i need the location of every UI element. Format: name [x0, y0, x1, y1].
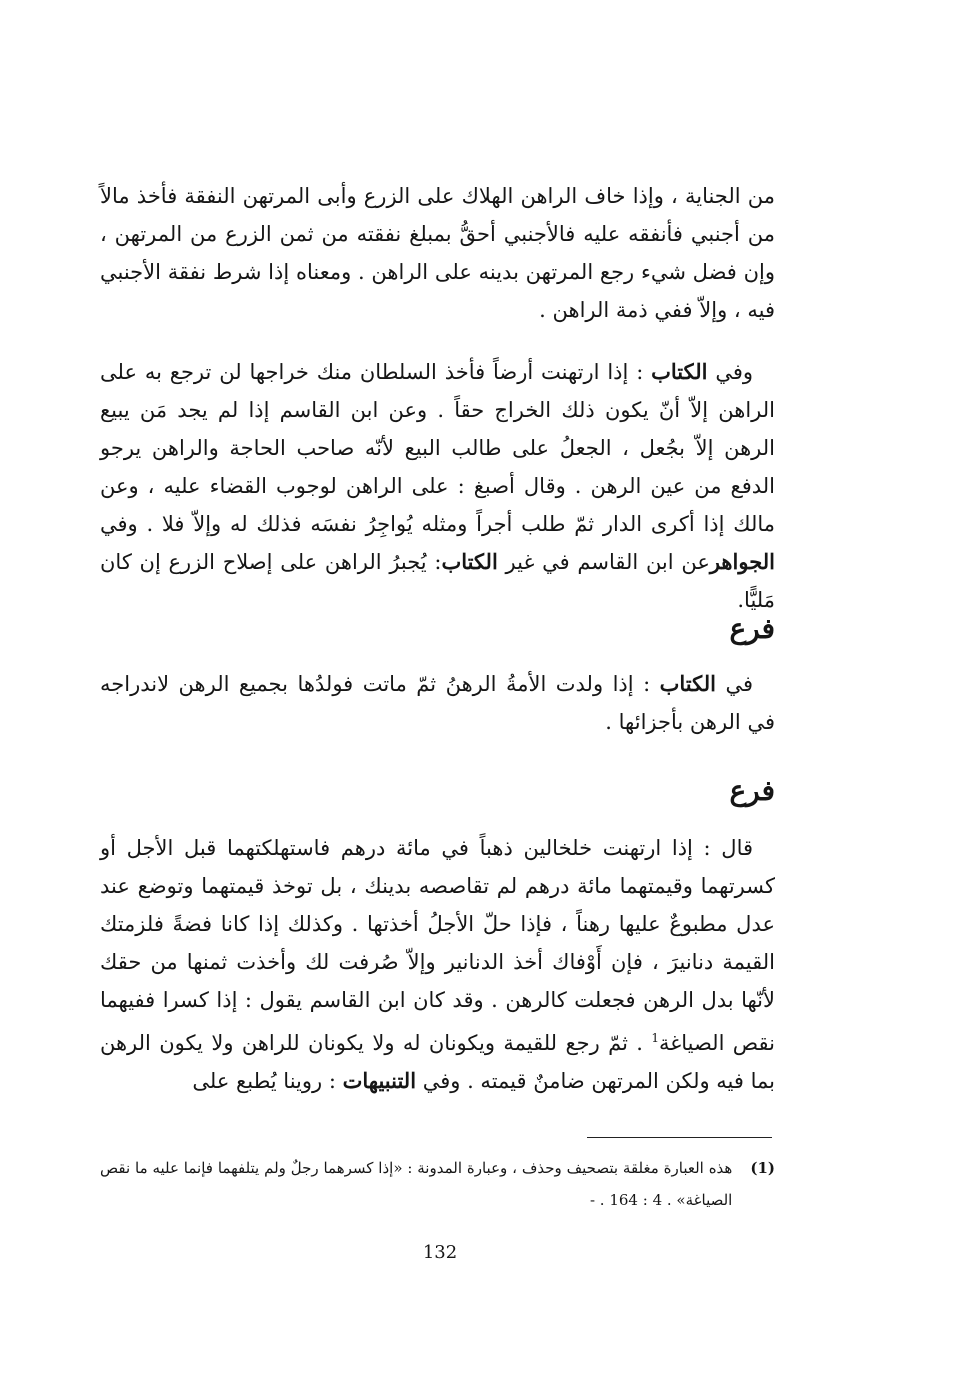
paragraph-1-text: من الجناية ، وإذا خاف الراهن الهلاك على الزرع وأبى المرتهن النفقة فأخذ مالاً من أجنبي فأنفقه عليه فالأجنبي أحقُّ بمبلغ نفقته من ثمن الزرع من المرتهن ، وإن فضل شيء رجع المرتهن بدينه على الراهن . ومعناه إذا شرط نفقة الأجنبي فيه ، وإلاّ ففي ذمة الراهن . — [100, 184, 775, 322]
bold-term-tanbihat: التنبيهات — [342, 1068, 417, 1093]
paragraph-2 — [100, 353, 775, 619]
paragraph-2-mid: : إذا ارتهنت أرضاً فأخذ السلطان منك خراجها لن ترجع به على الراهن إلاّ أنّ يكون ذلك الخراج حقاً . وعن ابن القاسم إذا لم يجد مَن يبيع الرهن إلاّ بجُعل ، الجعلُ على طالب البيع لأنّه صاحب الحاجة والراهن يرجو الدفع من عين الرهن . وقال أصبغ : على الراهن لوجوب القضاء عليه ، وعن مالك إذا أكرى الدار ثمّ طلب أجراً ومثله يُواجِرُ نفسَه فذلك له وإلاّ فلا . وفي — [100, 360, 775, 536]
bold-term-kitab-1: الكتاب — [651, 359, 708, 384]
paragraph-3 — [100, 665, 775, 741]
paragraph-4-mid: . ثمّ رجع للقيمة ويكونان له ولا يكونان للراهن ولا يكون الرهن بما فيه ولكن المرتهن ضامنٌ قيمته . وفي — [100, 1031, 775, 1093]
page-number: 132 — [422, 1242, 458, 1263]
bold-term-kitab-3: الكتاب — [659, 671, 716, 696]
paragraph-1 — [100, 177, 775, 329]
paragraph-4-end: : روينا يُطبع على — [192, 1069, 343, 1093]
bold-term-kitab-2: الكتاب — [441, 549, 498, 574]
footnote-reference: 1 — [651, 1031, 659, 1045]
paragraph-4 — [100, 829, 775, 1100]
paragraph-2-mid-2: عن ابن القاسم في غير — [497, 550, 710, 574]
footnote-text: هذه العبارة مغلقة بتصحيف وحذف ، وعبارة المدونة : «إذا كسرهما رجلٌ ولم يتلفهما فإنما عليه ما نقص الصياغة» . 4 : 164 . - — [100, 1159, 733, 1209]
section-heading-2: فرع — [729, 774, 775, 807]
bold-term-jawahir: الجواهر — [709, 549, 775, 574]
paragraph-3-lead: في — [715, 672, 754, 696]
footnote-number: (1) — [750, 1159, 775, 1177]
paragraph-2-end: : يُجبرُ الراهن على إصلاح الزرع إن كان مَليًّا. — [100, 550, 775, 612]
paragraph-4-lead: قال : إذا ارتهنت خلخالين ذهباً في مائة درهم فاستهلكتهما قبل الأجل أو كسرتهما وقيمتهما مائة درهم لم تقاصصه بدينك ، بل توخذ قيمتهما وتوضع عند عدل مطبوعٌ عليها رهناً ، فإذا حلّ الأجلُ أخذتها . وكذلك إذا كانا فضةً فلزمتك القيمة دنانيرَ ، فإن أَوْفاك أخذ الدنانير وإلاّ صُرفت لك وأخذت ثمنها من حقك لأنّها بدل الرهن فجعلت كالرهن . وقد كان ابن القاسم يقول : إذا كسرا ففيهما نقص الصياغة — [100, 836, 775, 1055]
paragraph-3-end: : إذا ولدت الأمةُ الرهنُ ثمّ ماتت فولدُها بجميع الرهن لاندراجه في الرهن بأجزائها . — [100, 672, 775, 734]
footnote — [100, 1152, 775, 1216]
paragraph-2-lead: وفي — [707, 360, 753, 384]
footnote-divider — [587, 1137, 772, 1138]
section-heading-1: فرع — [729, 612, 775, 645]
